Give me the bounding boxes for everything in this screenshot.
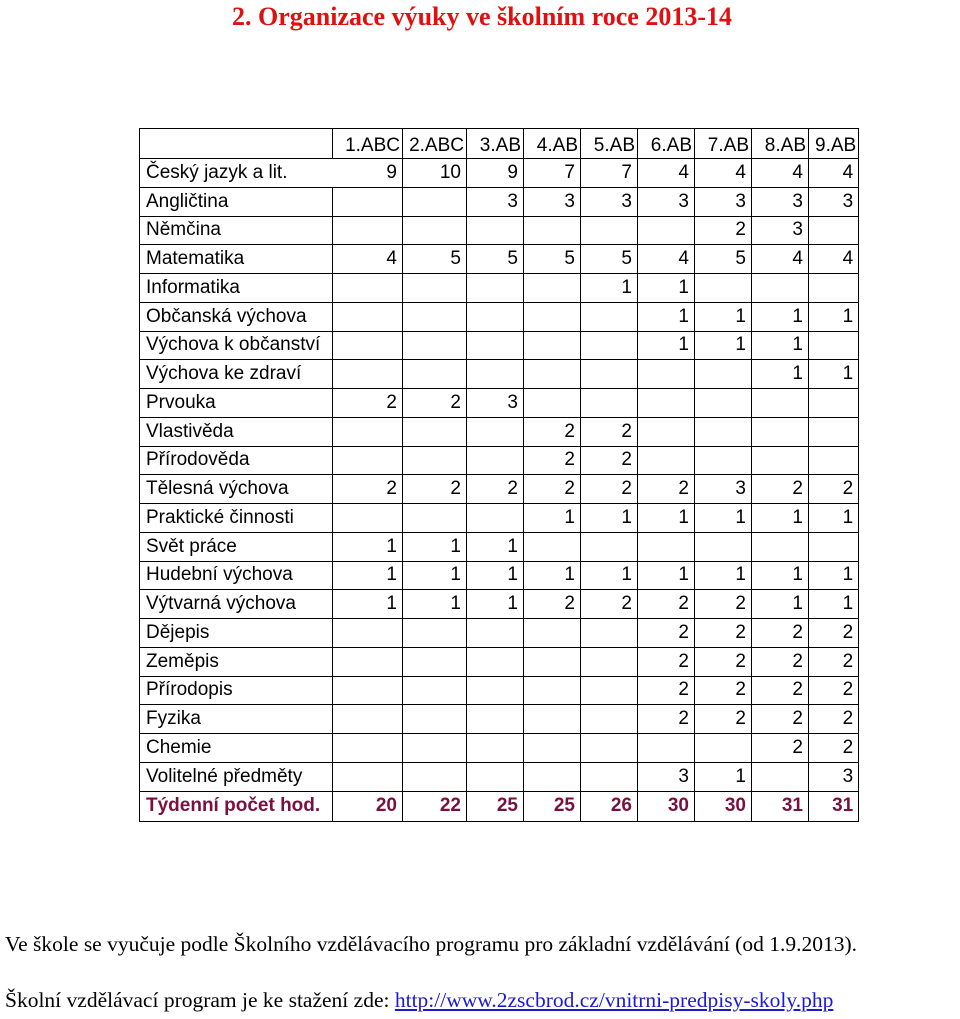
hours-cell bbox=[752, 532, 809, 561]
hours-cell: 4 bbox=[809, 245, 859, 274]
hours-cell: 2 bbox=[752, 619, 809, 648]
hours-cell bbox=[403, 274, 467, 303]
table-row bbox=[140, 619, 859, 648]
hours-cell bbox=[638, 360, 695, 389]
table-row bbox=[140, 532, 859, 561]
hours-cell bbox=[695, 360, 752, 389]
hours-cell: 1 bbox=[333, 561, 403, 590]
hours-cell bbox=[809, 532, 859, 561]
hours-cell bbox=[333, 302, 403, 331]
hours-cell: 1 bbox=[809, 302, 859, 331]
hours-cell bbox=[581, 360, 638, 389]
subject-name: Praktické činnosti bbox=[140, 504, 333, 533]
subject-name: Český jazyk a lit. bbox=[140, 159, 333, 188]
table-row bbox=[140, 446, 859, 475]
hours-cell: 2 bbox=[809, 647, 859, 676]
hours-cell bbox=[403, 360, 467, 389]
hours-cell: 3 bbox=[467, 389, 524, 418]
hours-cell bbox=[581, 676, 638, 705]
hours-cell: 2 bbox=[581, 446, 638, 475]
hours-cell bbox=[581, 734, 638, 763]
hours-cell bbox=[524, 705, 581, 734]
column-header: 7.AB bbox=[695, 129, 752, 159]
table-row bbox=[140, 302, 859, 331]
hours-cell bbox=[695, 734, 752, 763]
hours-cell bbox=[638, 734, 695, 763]
column-header: 4.AB bbox=[524, 129, 581, 159]
hours-cell: 4 bbox=[333, 245, 403, 274]
hours-cell: 4 bbox=[638, 245, 695, 274]
subject-name: Fyzika bbox=[140, 705, 333, 734]
subject-name: Zeměpis bbox=[140, 647, 333, 676]
hours-cell bbox=[333, 762, 403, 791]
hours-cell bbox=[333, 216, 403, 245]
hours-cell: 2 bbox=[809, 676, 859, 705]
hours-cell bbox=[467, 504, 524, 533]
hours-cell: 2 bbox=[638, 619, 695, 648]
hours-cell: 2 bbox=[638, 705, 695, 734]
hours-cell bbox=[403, 705, 467, 734]
total-cell: 26 bbox=[581, 791, 638, 821]
column-header: 3.AB bbox=[467, 129, 524, 159]
subject-name: Výchova ke zdraví bbox=[140, 360, 333, 389]
hours-cell bbox=[333, 705, 403, 734]
hours-cell bbox=[695, 417, 752, 446]
hours-cell: 4 bbox=[695, 159, 752, 188]
subject-name: Občanská výchova bbox=[140, 302, 333, 331]
hours-cell bbox=[752, 446, 809, 475]
hours-cell bbox=[467, 216, 524, 245]
hours-cell: 3 bbox=[695, 475, 752, 504]
timetable bbox=[139, 128, 859, 822]
hours-cell bbox=[333, 619, 403, 648]
subject-name: Matematika bbox=[140, 245, 333, 274]
hours-cell: 2 bbox=[638, 676, 695, 705]
hours-cell: 1 bbox=[695, 331, 752, 360]
hours-cell bbox=[524, 216, 581, 245]
subject-name: Hudební výchova bbox=[140, 561, 333, 590]
hours-cell bbox=[809, 216, 859, 245]
hours-cell: 3 bbox=[638, 187, 695, 216]
hours-cell: 1 bbox=[467, 532, 524, 561]
hours-cell: 1 bbox=[581, 504, 638, 533]
hours-cell: 2 bbox=[467, 475, 524, 504]
table-row bbox=[140, 187, 859, 216]
hours-cell: 2 bbox=[581, 417, 638, 446]
subject-name: Volitelné předměty bbox=[140, 762, 333, 791]
hours-cell: 1 bbox=[333, 532, 403, 561]
hours-cell: 1 bbox=[638, 274, 695, 303]
hours-cell bbox=[333, 360, 403, 389]
hours-cell bbox=[809, 331, 859, 360]
hours-cell: 1 bbox=[695, 504, 752, 533]
column-header: 1.ABC bbox=[333, 129, 403, 159]
table-row bbox=[140, 417, 859, 446]
hours-cell: 2 bbox=[638, 475, 695, 504]
hours-cell: 1 bbox=[581, 274, 638, 303]
hours-cell bbox=[403, 216, 467, 245]
table-row bbox=[140, 274, 859, 303]
hours-cell: 2 bbox=[333, 389, 403, 418]
hours-cell: 2 bbox=[695, 216, 752, 245]
hours-cell bbox=[581, 705, 638, 734]
hours-cell bbox=[752, 389, 809, 418]
hours-cell bbox=[752, 762, 809, 791]
hours-cell bbox=[403, 619, 467, 648]
hours-cell bbox=[581, 389, 638, 418]
hours-cell bbox=[695, 389, 752, 418]
table-row bbox=[140, 705, 859, 734]
hours-cell: 2 bbox=[695, 676, 752, 705]
hours-cell bbox=[467, 734, 524, 763]
hours-cell: 1 bbox=[752, 561, 809, 590]
hours-cell: 2 bbox=[524, 590, 581, 619]
hours-cell bbox=[638, 389, 695, 418]
hours-cell: 4 bbox=[809, 159, 859, 188]
hours-cell bbox=[467, 676, 524, 705]
hours-cell bbox=[524, 331, 581, 360]
hours-cell: 2 bbox=[524, 475, 581, 504]
total-cell: 20 bbox=[333, 791, 403, 821]
hours-cell: 2 bbox=[581, 590, 638, 619]
hours-cell bbox=[403, 331, 467, 360]
hours-cell bbox=[524, 360, 581, 389]
subject-name: Chemie bbox=[140, 734, 333, 763]
column-header: 2.ABC bbox=[403, 129, 467, 159]
hours-cell bbox=[581, 647, 638, 676]
hours-cell: 7 bbox=[581, 159, 638, 188]
hours-cell: 1 bbox=[809, 360, 859, 389]
hours-cell: 2 bbox=[524, 417, 581, 446]
hours-cell bbox=[467, 302, 524, 331]
hours-cell bbox=[524, 676, 581, 705]
hours-cell bbox=[809, 417, 859, 446]
subject-name: Svět práce bbox=[140, 532, 333, 561]
hours-cell bbox=[333, 446, 403, 475]
table-row bbox=[140, 734, 859, 763]
hours-cell bbox=[809, 389, 859, 418]
hours-cell bbox=[333, 676, 403, 705]
hours-cell bbox=[403, 302, 467, 331]
column-header: 8.AB bbox=[752, 129, 809, 159]
hours-cell: 1 bbox=[638, 504, 695, 533]
hours-cell bbox=[467, 360, 524, 389]
subject-name: Výtvarná výchova bbox=[140, 590, 333, 619]
hours-cell: 1 bbox=[752, 590, 809, 619]
total-cell: 31 bbox=[809, 791, 859, 821]
hours-cell bbox=[467, 274, 524, 303]
hours-cell bbox=[467, 705, 524, 734]
hours-cell: 5 bbox=[524, 245, 581, 274]
hours-cell: 2 bbox=[333, 475, 403, 504]
table-row bbox=[140, 504, 859, 533]
hours-cell bbox=[467, 331, 524, 360]
hours-cell: 4 bbox=[752, 159, 809, 188]
hours-cell bbox=[638, 532, 695, 561]
hours-cell bbox=[333, 647, 403, 676]
subject-name: Výchova k občanství bbox=[140, 331, 333, 360]
table-row bbox=[140, 762, 859, 791]
hours-cell: 2 bbox=[752, 676, 809, 705]
hours-cell: 1 bbox=[752, 360, 809, 389]
hours-cell bbox=[695, 446, 752, 475]
hours-cell: 3 bbox=[809, 762, 859, 791]
hours-cell bbox=[638, 446, 695, 475]
hours-cell: 1 bbox=[752, 331, 809, 360]
hours-cell: 1 bbox=[403, 532, 467, 561]
hours-cell bbox=[524, 302, 581, 331]
hours-cell: 10 bbox=[403, 159, 467, 188]
hours-cell: 2 bbox=[403, 389, 467, 418]
hours-cell bbox=[467, 417, 524, 446]
hours-cell: 2 bbox=[695, 619, 752, 648]
hours-cell bbox=[809, 274, 859, 303]
hours-cell bbox=[403, 734, 467, 763]
page-title: 2. Organizace výuky ve školním roce 2013-14 bbox=[232, 2, 732, 31]
hours-cell bbox=[467, 762, 524, 791]
download-note bbox=[5, 988, 833, 1013]
hours-cell: 1 bbox=[467, 590, 524, 619]
hours-cell: 1 bbox=[524, 561, 581, 590]
hours-cell bbox=[524, 274, 581, 303]
hours-cell: 1 bbox=[752, 302, 809, 331]
total-label: Týdenní počet hod. bbox=[140, 791, 333, 821]
hours-cell: 5 bbox=[403, 245, 467, 274]
table-row bbox=[140, 676, 859, 705]
hours-cell bbox=[524, 734, 581, 763]
hours-cell: 7 bbox=[524, 159, 581, 188]
program-download-link[interactable]: http://www.2zscbrod.cz/vnitrni-predpisy-skoly.php bbox=[394, 988, 834, 1012]
hours-cell: 2 bbox=[752, 734, 809, 763]
hours-cell bbox=[333, 504, 403, 533]
hours-cell bbox=[524, 619, 581, 648]
hours-cell bbox=[524, 762, 581, 791]
download-note-text: Školní vzdělávací program je ke stažení zde: bbox=[5, 988, 395, 1012]
hours-cell: 1 bbox=[524, 504, 581, 533]
hours-cell: 2 bbox=[809, 619, 859, 648]
hours-cell bbox=[638, 417, 695, 446]
hours-cell: 1 bbox=[809, 590, 859, 619]
hours-cell: 3 bbox=[638, 762, 695, 791]
hours-cell: 1 bbox=[333, 590, 403, 619]
subject-name: Dějepis bbox=[140, 619, 333, 648]
hours-cell bbox=[403, 446, 467, 475]
hours-cell: 9 bbox=[467, 159, 524, 188]
subject-name: Němčina bbox=[140, 216, 333, 245]
table-row bbox=[140, 389, 859, 418]
hours-cell: 5 bbox=[695, 245, 752, 274]
hours-cell bbox=[333, 274, 403, 303]
hours-cell: 2 bbox=[524, 446, 581, 475]
hours-cell bbox=[333, 417, 403, 446]
hours-cell bbox=[581, 532, 638, 561]
hours-cell: 1 bbox=[752, 504, 809, 533]
hours-cell: 1 bbox=[695, 762, 752, 791]
hours-cell: 2 bbox=[809, 734, 859, 763]
table-body bbox=[140, 159, 859, 792]
hours-cell: 1 bbox=[638, 561, 695, 590]
hours-cell bbox=[403, 417, 467, 446]
table-row bbox=[140, 647, 859, 676]
hours-cell bbox=[467, 619, 524, 648]
hours-cell: 2 bbox=[695, 590, 752, 619]
hours-cell: 2 bbox=[638, 590, 695, 619]
hours-cell bbox=[403, 762, 467, 791]
hours-cell bbox=[581, 302, 638, 331]
column-header: 9.AB bbox=[809, 129, 859, 159]
hours-cell: 4 bbox=[752, 245, 809, 274]
table-row bbox=[140, 159, 859, 188]
hours-cell bbox=[752, 274, 809, 303]
hours-cell: 9 bbox=[333, 159, 403, 188]
hours-cell bbox=[403, 676, 467, 705]
total-cell: 31 bbox=[752, 791, 809, 821]
hours-cell bbox=[581, 216, 638, 245]
hours-cell: 3 bbox=[752, 216, 809, 245]
hours-cell bbox=[809, 446, 859, 475]
hours-cell bbox=[403, 187, 467, 216]
hours-cell: 1 bbox=[809, 504, 859, 533]
hours-cell: 2 bbox=[809, 475, 859, 504]
hours-cell: 3 bbox=[581, 187, 638, 216]
hours-cell bbox=[403, 647, 467, 676]
hours-cell bbox=[581, 331, 638, 360]
subject-name: Informatika bbox=[140, 274, 333, 303]
hours-cell: 3 bbox=[467, 187, 524, 216]
hours-cell: 1 bbox=[467, 561, 524, 590]
hours-cell: 2 bbox=[695, 647, 752, 676]
hours-cell bbox=[333, 734, 403, 763]
hours-cell bbox=[695, 274, 752, 303]
total-cell: 30 bbox=[638, 791, 695, 821]
hours-cell bbox=[403, 504, 467, 533]
hours-cell bbox=[752, 417, 809, 446]
subject-name: Přírodověda bbox=[140, 446, 333, 475]
hours-cell: 3 bbox=[524, 187, 581, 216]
hours-cell: 2 bbox=[581, 475, 638, 504]
hours-cell bbox=[695, 532, 752, 561]
hours-cell: 1 bbox=[403, 590, 467, 619]
hours-cell: 4 bbox=[638, 159, 695, 188]
hours-cell: 2 bbox=[638, 647, 695, 676]
column-header: 5.AB bbox=[581, 129, 638, 159]
table-row bbox=[140, 360, 859, 389]
hours-cell bbox=[467, 647, 524, 676]
hours-cell: 1 bbox=[695, 561, 752, 590]
hours-cell: 3 bbox=[809, 187, 859, 216]
subject-name: Vlastivěda bbox=[140, 417, 333, 446]
total-cell: 25 bbox=[467, 791, 524, 821]
total-cell: 30 bbox=[695, 791, 752, 821]
hours-cell: 1 bbox=[638, 331, 695, 360]
table-row bbox=[140, 331, 859, 360]
hours-cell: 5 bbox=[581, 245, 638, 274]
hours-cell bbox=[524, 647, 581, 676]
hours-cell: 2 bbox=[752, 705, 809, 734]
column-header: 6.AB bbox=[638, 129, 695, 159]
hours-cell bbox=[524, 389, 581, 418]
total-cell: 22 bbox=[403, 791, 467, 821]
hours-cell: 2 bbox=[752, 475, 809, 504]
table-row bbox=[140, 216, 859, 245]
subject-name: Angličtina bbox=[140, 187, 333, 216]
hours-cell bbox=[333, 187, 403, 216]
subject-name: Tělesná výchova bbox=[140, 475, 333, 504]
hours-cell: 1 bbox=[581, 561, 638, 590]
hours-cell: 1 bbox=[638, 302, 695, 331]
subject-name: Přírodopis bbox=[140, 676, 333, 705]
hours-cell: 3 bbox=[695, 187, 752, 216]
hours-cell: 1 bbox=[403, 561, 467, 590]
program-note: Ve škole se vyučuje podle Školního vzdělávacího programu pro základní vzdělávání (od 1.9.2013). bbox=[5, 932, 858, 956]
hours-cell bbox=[333, 331, 403, 360]
table-row bbox=[140, 561, 859, 590]
table-header-row bbox=[140, 129, 859, 159]
header-corner bbox=[140, 129, 333, 159]
total-cell: 25 bbox=[524, 791, 581, 821]
hours-cell bbox=[581, 619, 638, 648]
table-row bbox=[140, 590, 859, 619]
table-row bbox=[140, 475, 859, 504]
hours-cell: 3 bbox=[752, 187, 809, 216]
hours-cell: 1 bbox=[809, 561, 859, 590]
subject-name: Prvouka bbox=[140, 389, 333, 418]
hours-cell: 2 bbox=[809, 705, 859, 734]
hours-cell bbox=[638, 216, 695, 245]
hours-cell: 1 bbox=[695, 302, 752, 331]
table-row bbox=[140, 245, 859, 274]
hours-cell: 5 bbox=[467, 245, 524, 274]
hours-cell: 2 bbox=[403, 475, 467, 504]
total-row bbox=[140, 791, 859, 821]
hours-cell: 2 bbox=[752, 647, 809, 676]
hours-cell bbox=[581, 762, 638, 791]
hours-cell: 2 bbox=[695, 705, 752, 734]
hours-cell bbox=[524, 532, 581, 561]
hours-cell bbox=[467, 446, 524, 475]
